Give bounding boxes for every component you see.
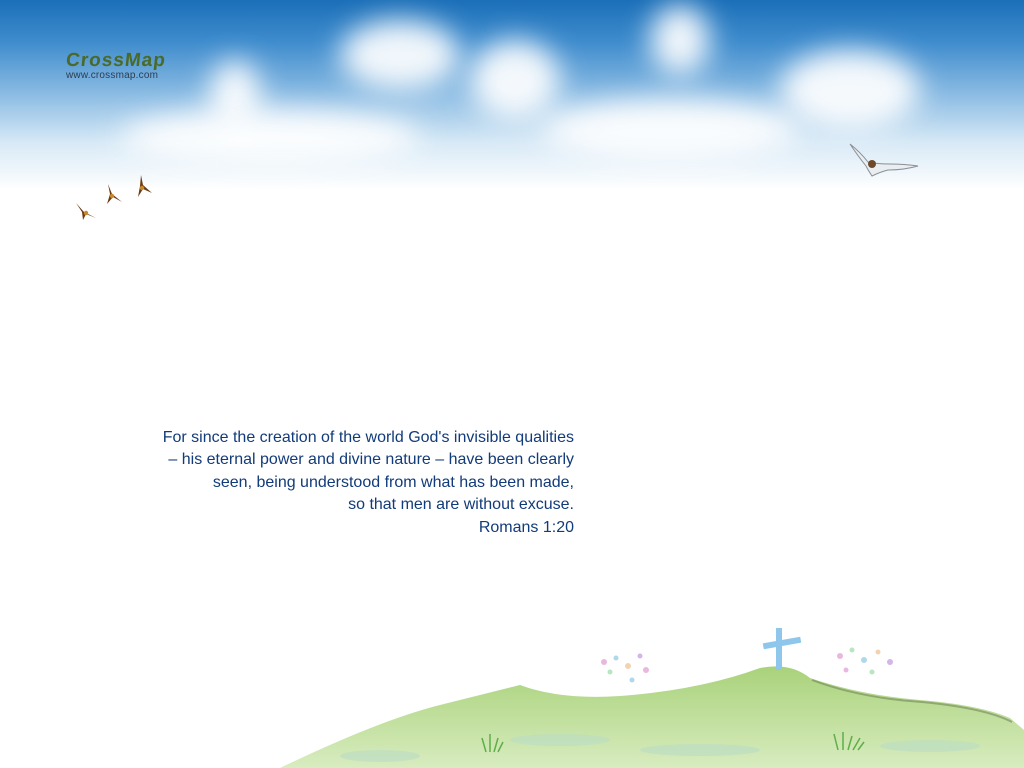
cloud: [650, 5, 710, 75]
verse-reference: Romans 1:20: [478, 518, 574, 536]
bible-verse: [60, 427, 574, 539]
cross-icon: [763, 628, 801, 670]
verse-line: seen, being understood from what has been made,: [212, 473, 574, 491]
bird-icon: [102, 182, 124, 206]
logo-url: www.crossmap.com: [66, 70, 159, 81]
hill-scene: [0, 600, 1024, 768]
cloud: [470, 40, 560, 120]
cloud: [780, 50, 920, 130]
cloud: [340, 20, 460, 90]
bird-icon: [132, 173, 154, 199]
crossmap-logo[interactable]: [66, 50, 166, 81]
logo-wordmark: CrossMap: [64, 50, 168, 71]
bird-icon: [74, 200, 98, 222]
verse-line: For since the creation of the world God's invisible qualities: [162, 429, 574, 446]
cloud: [120, 110, 420, 165]
cloud: [540, 100, 800, 160]
verse-line: so that men are without excuse.: [348, 496, 574, 514]
seagull-icon: [846, 142, 922, 180]
verse-line: – his eternal power and divine nature – have been clearly: [168, 451, 574, 469]
